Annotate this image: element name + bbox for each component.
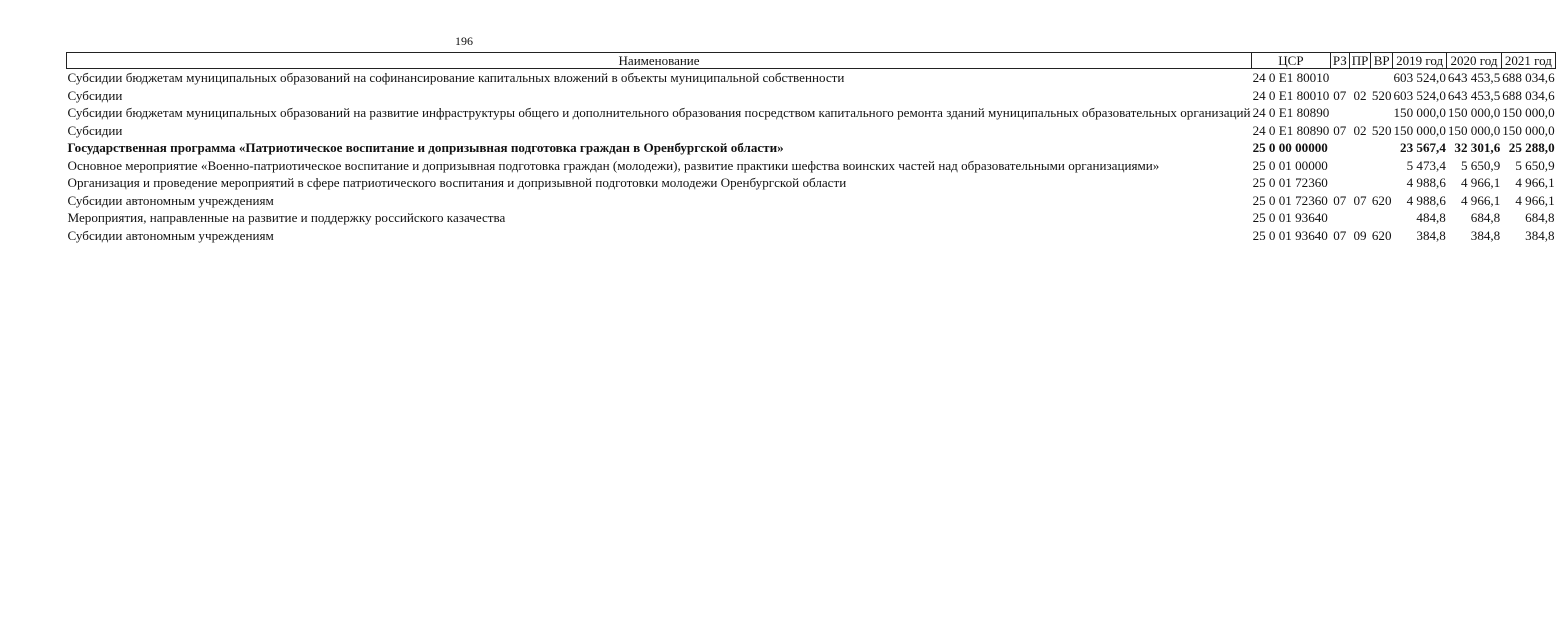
table-row [67,174,1556,192]
row-name: Субсидии [67,87,123,103]
row-pr-code [1349,139,1371,157]
header-pr: ПР [1349,53,1371,69]
budget-table [66,52,1556,244]
row-amount-2019: 23 567,4 [1400,140,1446,155]
header-2019: 2019 год [1392,53,1446,69]
row-csr-code: 24 0 E1 80010 [1252,70,1330,85]
row-name: Мероприятия, направленные на развитие и поддержку российского казачества [67,210,506,225]
table-header [67,53,1556,69]
header-csr: ЦСР [1252,53,1331,69]
row-rz-code [1330,174,1349,192]
row-amount-2021: 4 966,1 [1515,192,1555,208]
table-row [67,69,1556,87]
row-csr-code: 25 0 00 00000 [1252,140,1328,155]
row-pr-code [1349,69,1371,87]
row-amount-2019: 150 000,0 [1393,122,1446,138]
row-amount-2021: 25 288,0 [1508,140,1555,155]
row-rz-code: 07 [1333,227,1347,243]
row-vr-code [1371,174,1393,192]
table-row [67,139,1556,157]
row-pr-code [1349,157,1371,175]
row-pr-code: 07 [1353,192,1367,208]
row-amount-2021: 684,8 [1525,210,1555,225]
header-rz: РЗ [1330,53,1349,69]
row-amount-2019: 150 000,0 [1393,105,1446,120]
row-amount-2019: 603 524,0 [1393,87,1446,103]
page-number: 196 [455,34,473,48]
table-row [67,157,1556,175]
row-amount-2021: 688 034,6 [1502,87,1555,103]
row-amount-2021: 150 000,0 [1502,105,1555,120]
row-amount-2019: 384,8 [1416,227,1446,243]
row-amount-2020: 4 966,1 [1460,192,1501,208]
row-rz-code [1330,69,1349,87]
table-row [67,104,1556,122]
header-name: Наименование [67,53,1252,69]
row-name: Субсидии [67,122,123,138]
row-vr-code [1371,139,1393,157]
row-rz-code: 07 [1333,87,1347,103]
header-2020: 2020 год [1447,53,1501,69]
row-name: Субсидии автономным учреждениям [67,192,274,208]
row-name: Субсидии бюджетам муниципальных образований на софинансирование капитальных вложений в объекты муниципальной собственности [67,70,845,85]
row-rz-code: 07 [1333,122,1347,138]
row-rz-code [1330,139,1349,157]
row-amount-2020: 150 000,0 [1447,105,1501,120]
row-name: Субсидии автономным учреждениям [67,227,274,243]
row-rz-code: 07 [1333,192,1347,208]
row-amount-2020: 32 301,6 [1454,140,1501,155]
row-amount-2019: 5 473,4 [1406,157,1446,173]
row-rz-code [1330,104,1349,122]
row-csr-code: 24 0 E1 80010 [1252,87,1330,103]
row-amount-2020: 150 000,0 [1447,122,1501,138]
row-csr-code: 25 0 01 00000 [1252,157,1328,173]
row-csr-code: 25 0 01 72360 [1252,192,1328,208]
table-row [67,209,1556,227]
row-pr-code: 02 [1353,122,1367,138]
row-amount-2021: 4 966,1 [1515,175,1555,190]
row-vr-code [1371,104,1393,122]
row-pr-code [1349,209,1371,227]
row-amount-2021: 5 650,9 [1515,157,1555,173]
table-row [67,227,1556,245]
row-amount-2019: 603 524,0 [1393,70,1446,85]
row-pr-code: 09 [1353,227,1367,243]
header-2021: 2021 год [1501,53,1555,69]
row-amount-2019: 484,8 [1416,210,1446,225]
row-vr-code: 620 [1371,227,1392,243]
row-rz-code [1330,157,1349,175]
table-body [67,69,1556,245]
row-amount-2020: 5 650,9 [1460,157,1501,173]
row-vr-code: 520 [1371,87,1392,103]
row-name: Организация и проведение мероприятий в сфере патриотического воспитания и допризывной подготовки молодежи Оренбургской области [67,175,847,190]
row-pr-code [1349,104,1371,122]
row-vr-code [1371,69,1393,87]
row-amount-2021: 688 034,6 [1502,70,1555,85]
row-csr-code: 25 0 01 93640 [1252,227,1328,243]
row-amount-2020: 384,8 [1470,227,1501,243]
row-csr-code: 24 0 E1 80890 [1252,105,1330,120]
row-name: Основное мероприятие «Военно-патриотическое воспитание и допризывная подготовка граждан (молодежи), развитие практики шефства воинских частей над образовательными организациями» [67,157,1160,173]
header-vr: ВР [1371,53,1393,69]
row-name: Государственная программа «Патриотическое воспитание и допризывная подготовка граждан в Оренбургской области» [67,140,784,155]
row-amount-2020: 684,8 [1470,210,1501,225]
row-amount-2019: 4 988,6 [1406,192,1446,208]
row-vr-code [1371,157,1393,175]
row-name: Субсидии бюджетам муниципальных образований на развитие инфраструктуры общего и дополнительного образования посредством капитального ремонта зданий муниципальных образовательных организаций [67,105,1251,120]
row-amount-2020: 4 966,1 [1460,175,1501,190]
row-amount-2019: 4 988,6 [1406,175,1446,190]
row-amount-2020: 643 453,5 [1447,70,1501,85]
row-csr-code: 25 0 01 93640 [1252,210,1328,225]
row-amount-2020: 643 453,5 [1447,87,1501,103]
table-row [67,192,1556,210]
row-csr-code: 25 0 01 72360 [1252,175,1328,190]
row-csr-code: 24 0 E1 80890 [1252,122,1330,138]
row-pr-code: 02 [1353,87,1367,103]
row-vr-code: 620 [1371,192,1392,208]
row-rz-code [1330,209,1349,227]
row-amount-2021: 150 000,0 [1502,122,1555,138]
row-vr-code [1371,209,1393,227]
row-vr-code: 520 [1371,122,1392,138]
table-row [67,87,1556,105]
row-amount-2021: 384,8 [1525,227,1555,243]
row-pr-code [1349,174,1371,192]
table-row [67,122,1556,140]
